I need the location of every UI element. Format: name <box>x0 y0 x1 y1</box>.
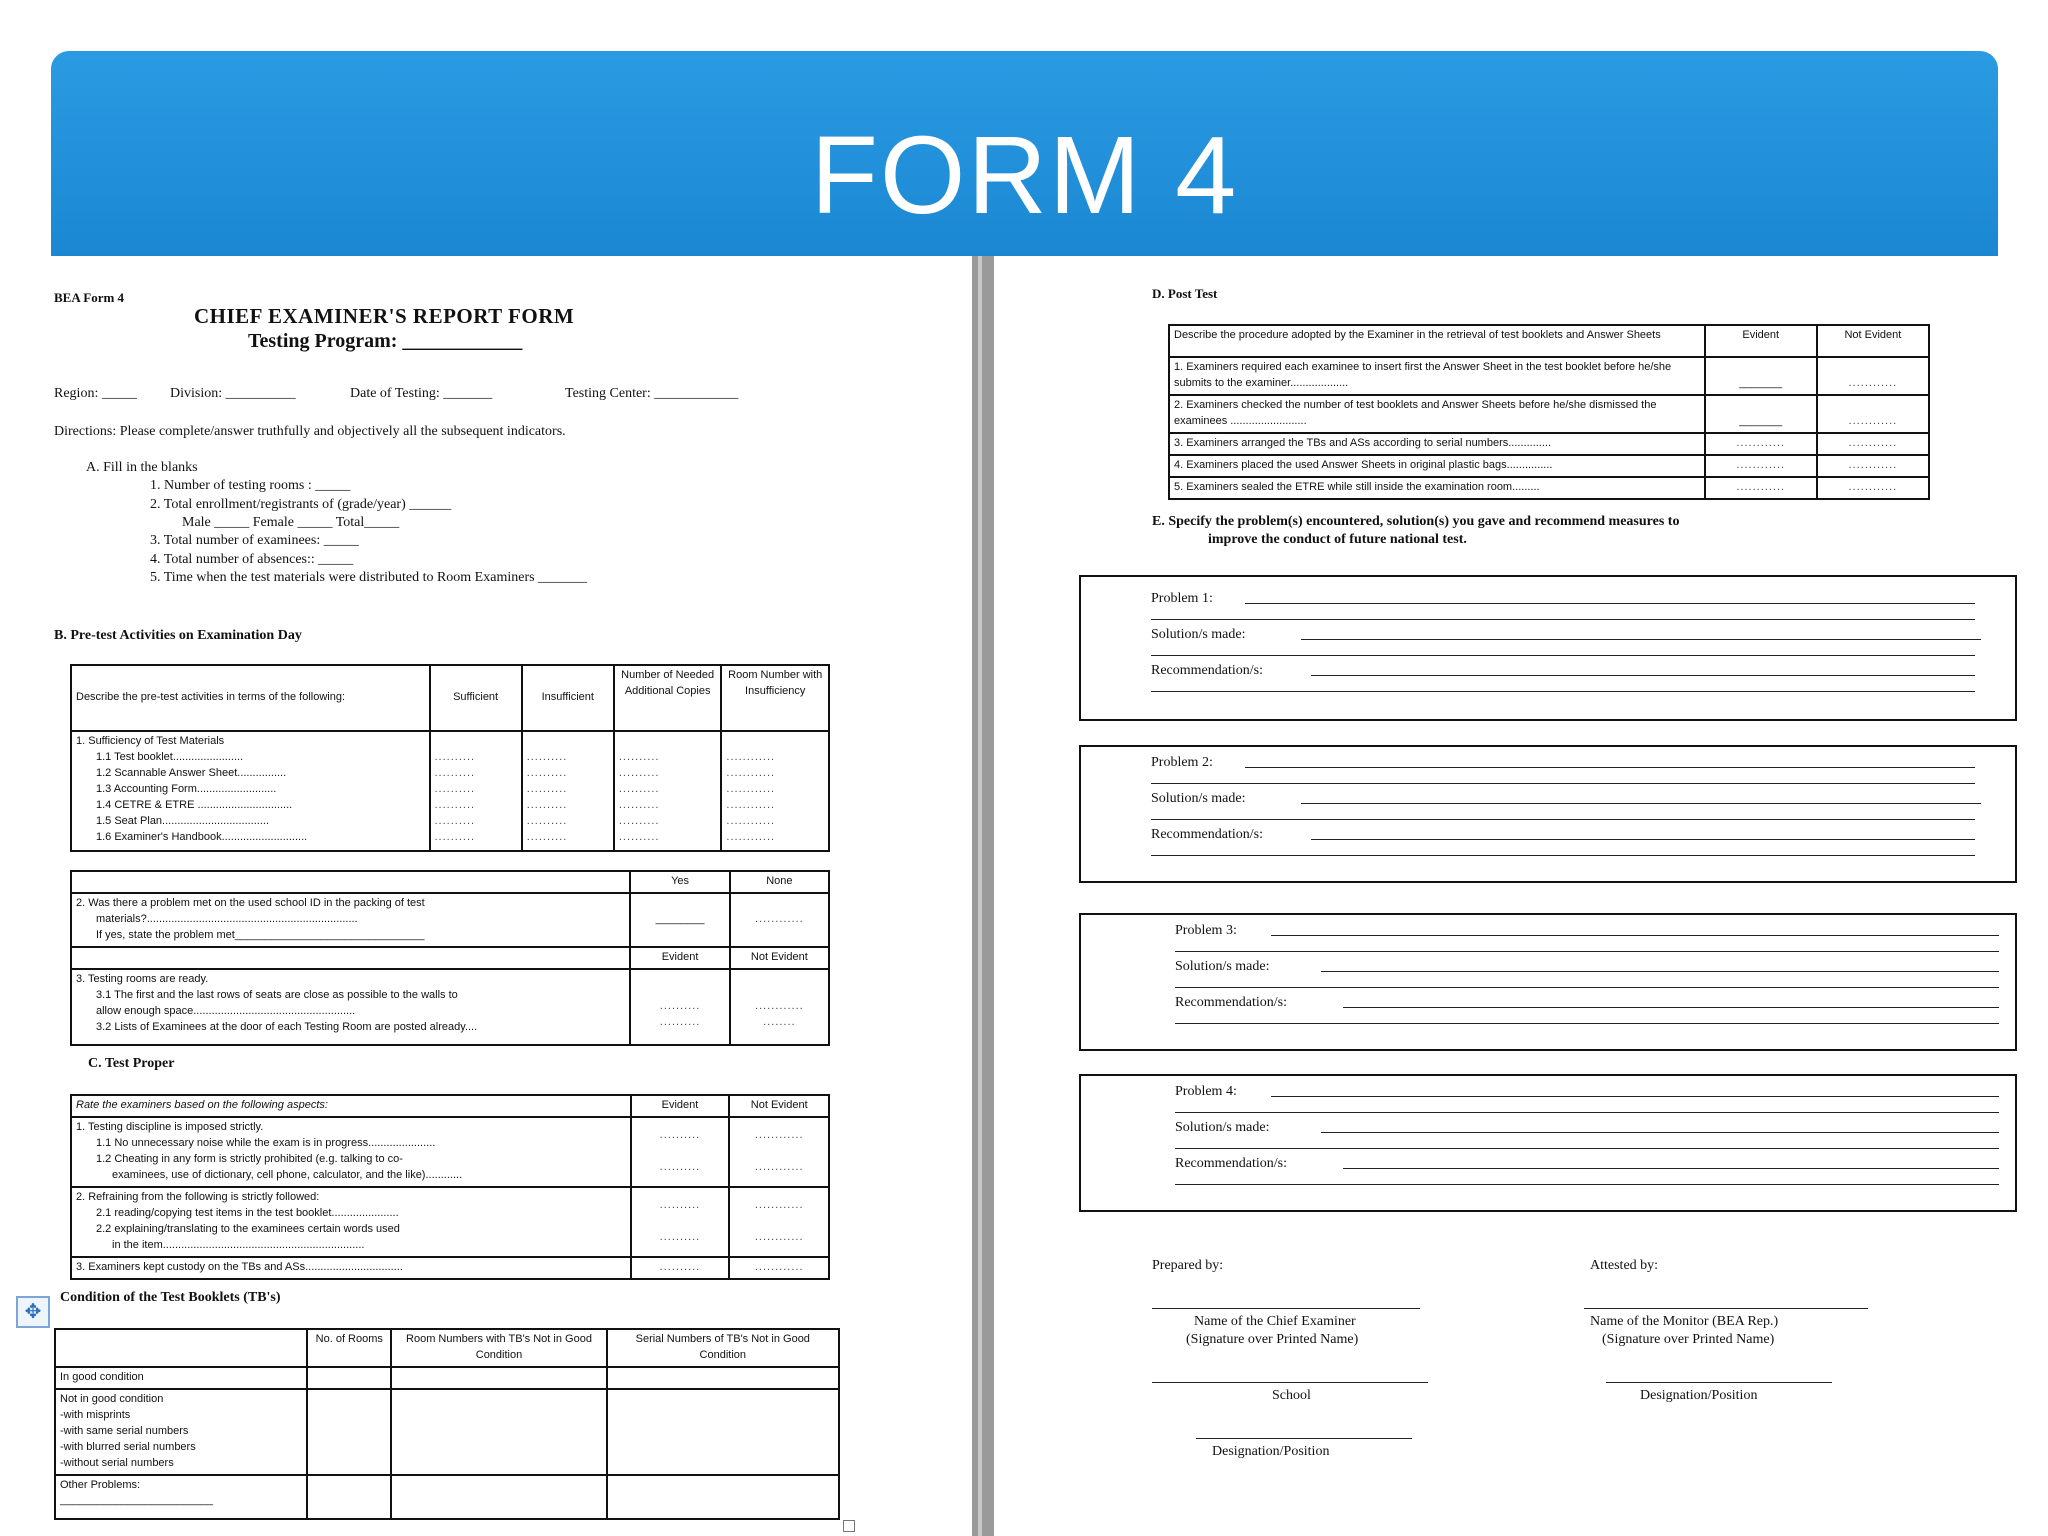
table-cell <box>55 1389 307 1475</box>
table-cell <box>71 969 630 1045</box>
table-cell: ............ ........ <box>730 969 829 1045</box>
table-cell: _______ <box>1705 395 1817 433</box>
row-label: examinees, use of dictionary, cell phone, calculator, and the like)............ <box>112 1168 463 1181</box>
table-cell <box>71 893 630 947</box>
chief-signature-label: (Signature over Printed Name) <box>1186 1332 1359 1347</box>
problem-table <box>70 870 830 1046</box>
table-cell <box>71 1187 631 1257</box>
division-field: Division: __________ <box>170 386 296 401</box>
row-label: 1.2 Scannable Answer Sheet................ <box>96 766 287 779</box>
table-cell <box>71 731 430 851</box>
form-code: BEA Form 4 <box>54 290 125 305</box>
row-label: 1.5 Seat Plan................................... <box>96 814 270 827</box>
table-cell: 4. Examiners placed the used Answer Sheets in original plastic bags............... <box>1169 455 1705 477</box>
form-title: CHIEF EXAMINER'S REPORT FORM <box>194 304 575 328</box>
row-label: Other Problems: <box>60 1478 141 1491</box>
table-cell: _______ <box>1705 357 1817 395</box>
slide-title: FORM 4 <box>810 114 1239 237</box>
row-label: 1.4 CETRE & ETRE ............................... <box>96 798 293 811</box>
table-header: No. of Rooms <box>307 1329 391 1367</box>
section-a-heading: A. Fill in the blanks <box>86 460 198 475</box>
table-cell: 3. Examiners arranged the TBs and ASs according to serial numbers.............. <box>1169 433 1705 455</box>
a-item: 1. Number of testing rooms : _____ <box>150 478 351 493</box>
table-cell: 5. Examiners sealed the ETRE while still inside the examination room......... <box>1169 477 1705 499</box>
col-not-evident: Not Evident <box>730 947 829 969</box>
attested-by-label: Attested by: <box>1590 1258 1659 1273</box>
a-item: 2. Total enrollment/registrants of (grade/year) ______ <box>150 497 452 512</box>
chief-name-label: Name of the Chief Examiner <box>1194 1314 1356 1329</box>
directions: Directions: Please complete/answer truthfully and objectively all the subsequent indicators. <box>54 424 566 439</box>
col-yes: Yes <box>630 871 729 893</box>
row-label: 2.2 explaining/translating to the examinees certain words used <box>96 1222 400 1235</box>
table-cell: ............ ............ <box>729 1117 829 1187</box>
col-none: None <box>730 871 829 893</box>
problem-label: Problem 1: <box>1151 591 1213 606</box>
section-d-heading: Condition of the Test Booklets (TB's) <box>60 1290 281 1305</box>
table-cell: ............ <box>1817 477 1929 499</box>
row-label: -without serial numbers <box>60 1456 174 1469</box>
post-test-heading: D. Post Test <box>1152 286 1218 301</box>
table-cell: ............ ............ <box>729 1187 829 1257</box>
center-field: Testing Center: ____________ <box>565 386 739 401</box>
table-cell <box>391 1389 606 1475</box>
table-header <box>55 1329 307 1367</box>
recommendation-label: Recommendation/s: <box>1151 827 1263 842</box>
question-text: 3. Testing rooms are ready. <box>76 972 209 985</box>
table-cell <box>391 1475 606 1519</box>
table-header: Insufficient <box>522 665 614 731</box>
table-cell: .......... .......... .......... .......... .......... .......... <box>430 731 522 851</box>
school-label: School <box>1272 1388 1311 1403</box>
table-header: Describe the pre-test activities in terms of the following: <box>71 665 430 731</box>
region-field: Region: _____ <box>54 386 137 401</box>
testing-program: Testing Program: ____________ <box>248 330 523 352</box>
table-cell: ............ <box>1817 433 1929 455</box>
problem-label: Problem 3: <box>1175 923 1237 938</box>
table-cell: ............ ............ ............ ............ ............ ............ <box>721 731 829 851</box>
table-cell <box>55 1475 307 1519</box>
solution-label: Solution/s made: <box>1175 1120 1270 1135</box>
table-header: Room Numbers with TB's Not in Good Condition <box>391 1329 606 1367</box>
recommendation-label: Recommendation/s: <box>1175 1156 1287 1171</box>
table-cell <box>307 1475 391 1519</box>
row-label: 1.2 Cheating in any form is strictly prohibited (e.g. talking to co- <box>96 1152 403 1165</box>
table-cell: ............ <box>1705 477 1817 499</box>
table-header: Serial Numbers of TB's Not in Good Condition <box>607 1329 839 1367</box>
question-text: materials?..................................................................... <box>96 912 358 925</box>
table-cell: .......... .......... <box>631 1187 730 1257</box>
table-cell: ............ <box>1705 455 1817 477</box>
table-cell: .......... <box>631 1257 730 1279</box>
designation-label: Designation/Position <box>1212 1444 1330 1459</box>
problem-box <box>1079 575 2017 721</box>
table-cell: .......... .......... <box>630 969 729 1045</box>
table-cell <box>307 1367 391 1389</box>
section-c-heading: C. Test Proper <box>88 1056 175 1071</box>
row-label: 2. Refraining from the following is strictly followed: <box>76 1190 320 1203</box>
page-divider <box>972 256 994 1536</box>
monitor-name-label: Name of the Monitor (BEA Rep.) <box>1590 1314 1779 1329</box>
row-label: 1.1 Test booklet....................... <box>96 750 244 763</box>
question-text: allow enough space..................................................... <box>96 1004 356 1017</box>
row-label: -with misprints <box>60 1408 131 1421</box>
row-label: 1. Sufficiency of Test Materials <box>76 735 225 747</box>
table-cell: ............ <box>1817 455 1929 477</box>
table-cell: .......... .......... .......... .......... .......... .......... <box>614 731 722 851</box>
table-header: Rate the examiners based on the following aspects: <box>71 1095 631 1117</box>
post-test-table <box>1168 324 1930 500</box>
pretest-table <box>70 664 830 852</box>
solution-label: Solution/s made: <box>1151 791 1246 806</box>
table-header: Not Evident <box>1817 325 1929 357</box>
recommendation-label: Recommendation/s: <box>1175 995 1287 1010</box>
table-resize-handle[interactable] <box>843 1520 855 1532</box>
row-label: Not in good condition <box>60 1392 164 1405</box>
table-header: Evident <box>1705 325 1817 357</box>
table-cell <box>71 871 630 893</box>
table-cell: .......... .......... .......... .......... .......... .......... <box>522 731 614 851</box>
title-banner <box>51 51 1998 256</box>
col-evident: Evident <box>630 947 729 969</box>
recommendation-label: Recommendation/s: <box>1151 663 1263 678</box>
section-b-heading: B. Pre-test Activities on Examination Day <box>54 628 302 643</box>
table-cell: ............ <box>729 1257 829 1279</box>
table-header: Not Evident <box>729 1095 829 1117</box>
table-cell <box>607 1367 839 1389</box>
problem-box <box>1079 1074 2017 1212</box>
table-cell: ............ <box>1817 357 1929 395</box>
table-cell: 3. Examiners kept custody on the TBs and ASs................................ <box>71 1257 631 1279</box>
prepared-by-label: Prepared by: <box>1152 1258 1224 1273</box>
row-label: -with blurred serial numbers <box>60 1440 196 1453</box>
monitor-signature-label: (Signature over Printed Name) <box>1602 1332 1775 1347</box>
table-cell <box>607 1475 839 1519</box>
a-item: 5. Time when the test materials were distributed to Room Examiners _______ <box>150 570 588 585</box>
table-cell <box>307 1389 391 1475</box>
solution-label: Solution/s made: <box>1151 627 1246 642</box>
row-label: -with same serial numbers <box>60 1424 189 1437</box>
table-cell <box>71 1117 631 1187</box>
designation-label: Designation/Position <box>1640 1388 1758 1403</box>
table-cell: ............ <box>1817 395 1929 433</box>
table-header: Number of Needed Additional Copies <box>614 665 722 731</box>
question-text: 2. Was there a problem met on the used school ID in the packing of test <box>76 896 425 909</box>
row-label: 1.3 Accounting Form.......................... <box>96 782 277 795</box>
a-item: 3. Total number of examinees: _____ <box>150 533 359 548</box>
table-cell: ________ <box>630 893 729 947</box>
question-text: 3.2 Lists of Examinees at the door of each Testing Room are posted already.... <box>96 1020 478 1033</box>
table-cell: ............ <box>1705 433 1817 455</box>
table-cell: 1. Examiners required each examinee to insert first the Answer Sheet in the test booklet before he/she submits to the examiner................... <box>1169 357 1705 395</box>
table-header: Describe the procedure adopted by the Examiner in the retrieval of test booklets and Answer Sheets <box>1169 325 1705 357</box>
row-label: in the item.................................................................. <box>112 1238 365 1251</box>
problem-label: Problem 2: <box>1151 755 1213 770</box>
question-text: 3.1 The first and the last rows of seats are close as possible to the walls to <box>96 988 458 1001</box>
test-proper-table <box>70 1094 830 1280</box>
table-cell <box>607 1389 839 1475</box>
table-cell <box>391 1367 606 1389</box>
row-label: 2.1 reading/copying test items in the test booklet...................... <box>96 1206 399 1219</box>
a-item: Male _____ Female _____ Total_____ <box>182 515 400 530</box>
table-header: Evident <box>631 1095 730 1117</box>
section-e-heading-2: improve the conduct of future national test. <box>1208 532 1467 547</box>
booklet-condition-table <box>54 1328 840 1520</box>
table-cell: 2. Examiners checked the number of test booklets and Answer Sheets before he/she dismissed the examinees ......................... <box>1169 395 1705 433</box>
table-cell <box>71 947 630 969</box>
table-move-handle-icon[interactable]: ✥ <box>16 1296 50 1328</box>
table-cell: .......... .......... <box>631 1117 730 1187</box>
section-e-heading: E. Specify the problem(s) encountered, solution(s) you gave and recommend measures to <box>1152 514 1680 529</box>
table-header: Sufficient <box>430 665 522 731</box>
problem-label: Problem 4: <box>1175 1084 1237 1099</box>
table-header: Room Number with Insufficiency <box>721 665 829 731</box>
row-label: 1.6 Examiner's Handbook............................ <box>96 830 308 843</box>
problem-box <box>1079 913 2017 1051</box>
table-cell: In good condition <box>55 1367 307 1389</box>
a-item: 4. Total number of absences:: _____ <box>150 552 354 567</box>
row-label: 1. Testing discipline is imposed strictly. <box>76 1120 264 1133</box>
date-field: Date of Testing: _______ <box>350 386 493 401</box>
solution-label: Solution/s made: <box>1175 959 1270 974</box>
row-label: _________________________ <box>60 1494 213 1507</box>
problem-box <box>1079 745 2017 883</box>
row-label: 1.1 No unnecessary noise while the exam is in progress...................... <box>96 1136 436 1149</box>
table-cell: ............ <box>730 893 829 947</box>
question-text: If yes, state the problem met_______________________________ <box>96 928 425 941</box>
